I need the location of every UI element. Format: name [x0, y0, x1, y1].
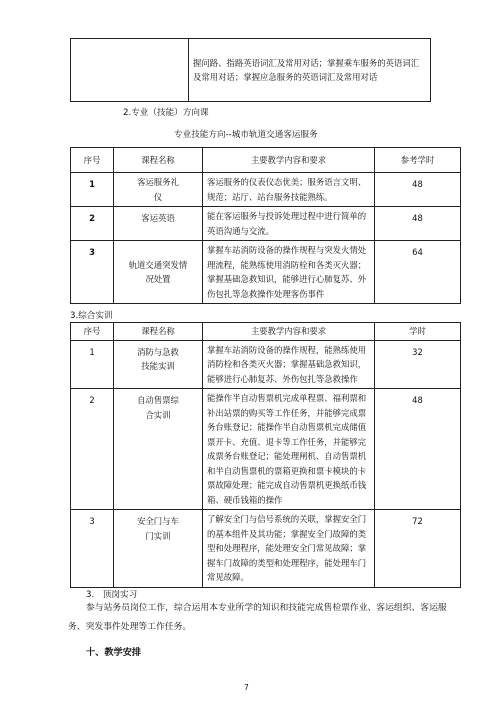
internship-paragraph: 参与站务员岗位工作，综合运用本专业所学的知识和技能完成售检票作业、客运组织、客运服务、突发事件处理等工作任务。	[68, 603, 447, 632]
row-content: 了解安全门与信号系统的关联，掌握安全门的基本组件及其功能；掌握安全门故障的类型和处理程序，能处理安全门常见故障；掌握车门故障的类型和处理程序，能处理车门常见故障。	[203, 510, 375, 588]
specialization-direction-label: 专业技能方向--城市轨道交通客运服务	[174, 130, 318, 140]
header-course-name: 课程名称	[114, 148, 203, 173]
header-no: 序号	[71, 148, 114, 173]
table-row	[71, 340, 461, 389]
row-course-name: 自动售票综合实训	[114, 389, 203, 510]
header-content: 主要教学内容和要求	[203, 148, 375, 173]
row-no: 2	[71, 389, 114, 510]
table-row	[71, 207, 461, 241]
section-title-specialty: 2.专业（技能）方向课	[123, 108, 209, 118]
row-course-name: 安全门与车门实训	[114, 510, 203, 588]
header-hours: 参考学时	[375, 148, 461, 173]
header-content: 主要教学内容和要求	[203, 323, 375, 341]
row-hours: 48	[375, 207, 461, 241]
row-hours: 48	[375, 389, 461, 510]
empty-cell	[71, 39, 189, 102]
row-content: 掌握车站消防设备的操作规程，能熟练使用消防栓和各类灭火器；掌握基础急救知识，能够进行心肺复苏、外伤包扎等急救操作	[203, 340, 375, 389]
row-no: 1	[71, 340, 114, 389]
table-row	[71, 241, 461, 304]
course-content-cell: 握问路、指路英语词汇及常用对话；掌握乘车服务的英语词汇及常用对话；掌握应急服务的英语词汇及常用对话	[189, 39, 431, 102]
table-row	[71, 389, 461, 510]
continued-course-table	[70, 38, 431, 102]
row-content: 掌握车站消防设备的操作规程与突发火情处理流程，能熟练使用消防栓和各类灭火器；掌握基础急救知识，能够进行心肺复苏、外伤包扎等急救操作处理客伤事件	[203, 241, 375, 304]
row-no: 3	[71, 510, 114, 588]
section-title-comprehensive: 3.综合实训	[70, 311, 113, 321]
row-course-name: 客运服务礼仪	[114, 173, 203, 207]
row-course-name: 轨道交通突发情况处置	[114, 241, 203, 304]
row-hours: 48	[375, 173, 461, 207]
comprehensive-training-table	[70, 322, 461, 588]
row-hours: 64	[375, 241, 461, 304]
row-content: 客运服务的仪表仪态优美；服务语言文明、规范；站厅、站台服务技能熟练。	[203, 173, 375, 207]
row-content: 能操作半自动售票机完成单程票、福利票和补出站票的购买等工作任务，并能够完成票务台账登记；能操作半自动售票机完成储值票开卡、充值、退卡等工作任务，并能够完成票务台账登记；能处理闸机、自动售票机和半自动售票机的票箱更换和票卡模块的卡票故障处理；能完成自动售票机更换纸币钱箱、硬币钱箱的操作	[203, 389, 375, 510]
row-no: 3	[71, 241, 114, 304]
row-hours: 32	[375, 340, 461, 389]
section-title-teaching-arrangement: 十、教学安排	[86, 647, 142, 658]
table-row	[71, 173, 461, 207]
header-hours: 学时	[375, 323, 461, 341]
row-course-name: 消防与急救技能实训	[114, 340, 203, 389]
header-no: 序号	[71, 323, 114, 341]
specialty-course-table	[70, 147, 461, 304]
row-no: 2	[71, 207, 114, 241]
page-number: 7	[244, 683, 249, 692]
header-course-name: 课程名称	[114, 323, 203, 341]
row-course-name: 客运英语	[114, 207, 203, 241]
row-hours: 72	[375, 510, 461, 588]
row-content: 能在客运服务与投诉处理过程中进行简单的英语沟通与交流。	[203, 207, 375, 241]
row-no: 1	[71, 173, 114, 207]
section-title-internship: 3. 顶岗实习	[86, 590, 138, 600]
table-row	[71, 510, 461, 588]
